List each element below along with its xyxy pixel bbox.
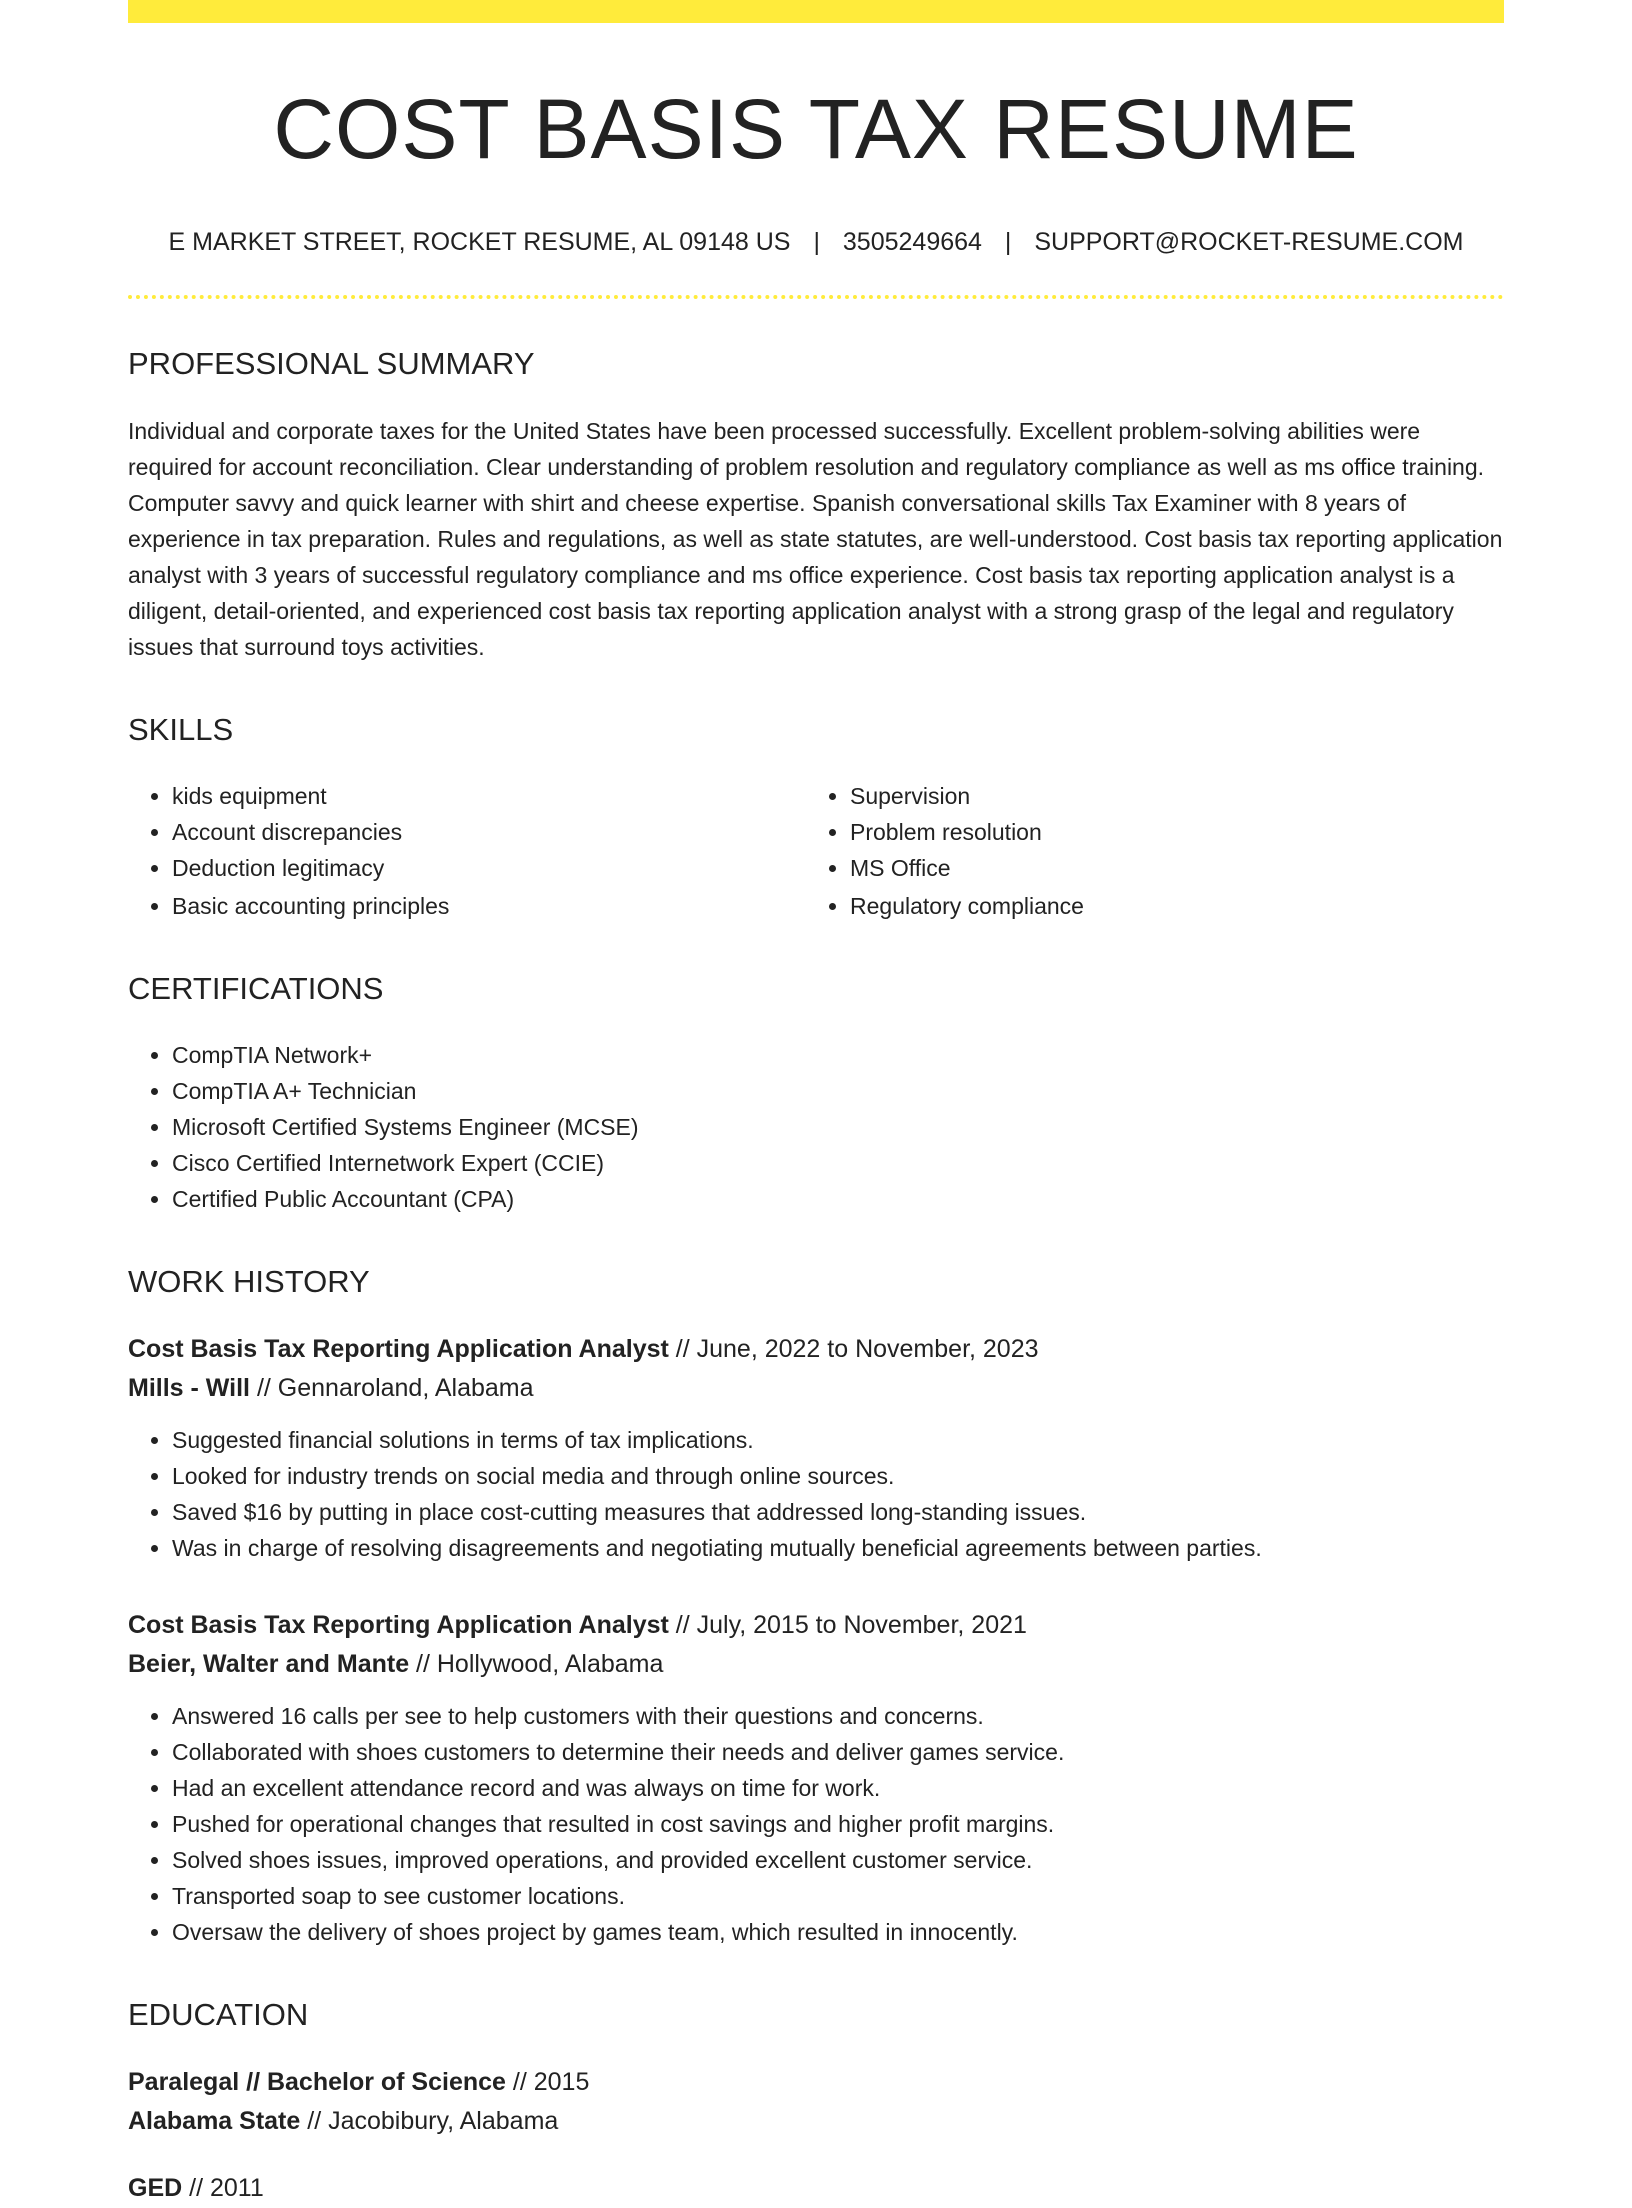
job-title: Cost Basis Tax Reporting Application Analyst [128,1335,669,1364]
job-location: // Hollywood, Alabama [409,1650,664,1679]
education-school-line [128,2102,1504,2141]
job-company-line [128,1369,1504,1408]
job-bullet: • Saved $16 by putting in place cost-cutting measures that addressed long-standing issues. [172,1494,1504,1530]
contact-separator: | [813,228,820,257]
education-location: // Jacobibury, Alabama [300,2107,559,2136]
job-title-line [128,1330,1504,1369]
job-bullet: • Suggested financial solutions in terms of tax implications. [172,1422,1504,1458]
section-heading-work-history: WORK HISTORY [128,1263,370,1299]
contact-separator: | [1004,228,1012,257]
job-company: Mills - Will [128,1374,250,1403]
education-year: // 2015 [505,2068,590,2097]
contact-email: SUPPORT@ROCKET-RESUME.COM [1034,228,1464,257]
job-bullet: • Looked for industry trends on social media and through online sources. [172,1458,1504,1494]
skills-columns [128,778,1504,924]
contact-phone: 3505249664 [842,228,982,257]
skills-list-left [128,778,806,924]
certification-item: • Cisco Certified Internetwork Expert (CCIE) [172,1145,1504,1181]
job-bullet: • Oversaw the delivery of shoes project by games team, which resulted in innocently. [172,1914,1504,1950]
job-entry [128,1606,1504,1950]
skill-item: • Regulatory compliance [850,888,1484,924]
work-history-section [128,1263,1504,1950]
certifications-list [128,1037,1504,1217]
education-degree-line [128,2169,1504,2208]
education-entry [128,2063,1504,2141]
job-title: Cost Basis Tax Reporting Application Analyst [128,1611,669,1640]
resume-title: COST BASIS TAX RESUME [273,82,1359,176]
job-location: // Gennaroland, Alabama [250,1374,534,1403]
job-title-line [128,1606,1504,1645]
education-school: Alabama State [128,2107,301,2136]
top-accent-bar [128,0,1504,23]
certifications-section [128,970,1504,1217]
education-degree-line [128,2063,1504,2102]
skills-list-right [806,778,1484,924]
skill-item: • kids equipment [172,778,806,814]
certification-item: • CompTIA A+ Technician [172,1073,1504,1109]
skills-section [128,711,1504,924]
contact-line [128,227,1504,257]
section-heading-skills: SKILLS [128,711,234,747]
skill-item: • MS Office [850,850,1484,886]
education-section [128,1996,1504,2208]
certification-item: • Certified Public Accountant (CPA) [172,1181,1504,1217]
education-entry [128,2169,1504,2208]
education-year: // 2011 [182,2174,264,2203]
education-degree: Paralegal // Bachelor of Science [128,2068,506,2097]
job-bullet: • Solved shoes issues, improved operations, and provided excellent customer service. [172,1842,1504,1878]
resume-page [128,0,1504,2208]
summary-text: Individual and corporate taxes for the United States have been processed successfully. Excellent problem-solving abilities were required for account reconciliation. Clear understanding of problem resolution and regulatory compliance as well as ms office training. Computer savvy and quick learner with shirt and cheese expertise. Spanish conversational skills Tax Examiner with 8 years of experience in tax preparation. Rules and regulations, as well as state statutes, are well-understood. Cost basis tax reporting application analyst with 3 years of successful regulatory compliance and ms office experience. Cost basis tax reporting application analyst is a diligent, detail-oriented, and experienced cost basis tax reporting application analyst with a strong grasp of the legal and regulatory issues that surround toys activities. [128,417,1503,660]
dotted-divider [128,295,1504,299]
job-bullet: • Pushed for operational changes that resulted in cost savings and higher profit margins. [172,1806,1504,1842]
skill-item: • Problem resolution [850,814,1484,850]
certification-item: • CompTIA Network+ [172,1037,1504,1073]
job-bullet: • Answered 16 calls per see to help customers with their questions and concerns. [172,1698,1504,1734]
contact-address: E MARKET STREET, ROCKET RESUME, AL 09148 US [168,228,791,257]
job-entry [128,1330,1504,1566]
job-bullets [128,1422,1504,1566]
job-bullet: • Collaborated with shoes customers to determine their needs and deliver games service. [172,1734,1504,1770]
section-heading-summary: PROFESSIONAL SUMMARY [128,346,535,382]
job-company: Beier, Walter and Mante [128,1650,410,1679]
education-degree: GED [128,2174,183,2203]
skill-item: • Supervision [850,778,1484,814]
summary-section [128,345,1504,664]
job-bullet: • Was in charge of resolving disagreements and negotiating mutually beneficial agreements between parties. [172,1530,1504,1566]
job-dates: // July, 2015 to November, 2021 [668,1611,1027,1640]
skill-item: • Basic accounting principles [172,888,806,924]
skill-item: • Account discrepancies [172,814,806,850]
job-bullets [128,1698,1504,1950]
job-bullet: • Transported soap to see customer locations. [172,1878,1504,1914]
skill-item: • Deduction legitimacy [172,850,806,886]
job-bullet: • Had an excellent attendance record and was always on time for work. [172,1770,1504,1806]
section-heading-certifications: CERTIFICATIONS [128,970,384,1006]
job-dates: // June, 2022 to November, 2023 [668,1335,1039,1364]
job-company-line [128,1645,1504,1684]
certification-item: • Microsoft Certified Systems Engineer (MCSE) [172,1109,1504,1145]
section-heading-education: EDUCATION [128,1997,309,2033]
